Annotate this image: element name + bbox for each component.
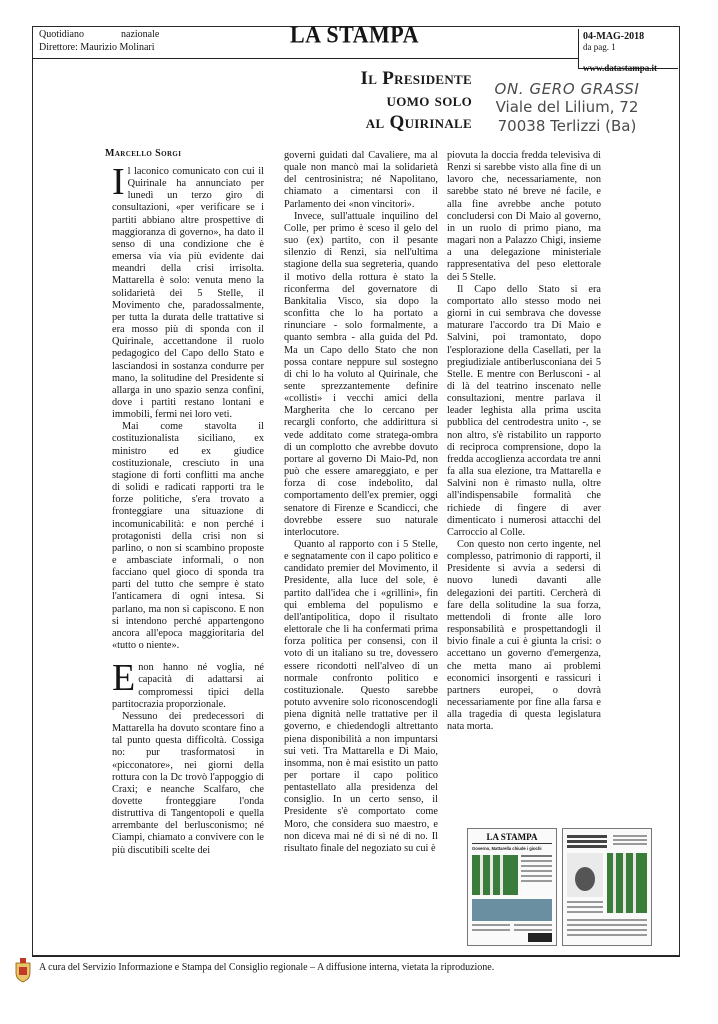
paragraph (112, 166, 264, 421)
paragraph-text: l laconico comunicato con cui il Quirinale ha annunciato per lunedì un terzo giro di consultazioni, «per verificare se i partiti abbiano altre prospettive di maggioranza di governo», ha dato il senso di una condizione che è emersa via via più evidente dai meandri della crisi irrisolta. Mattarella è solo: venuta meno la solidarietà dei 5 Stelle, il Movimento che, paradossalmente, per tutta la durata delle trattative si era mosso più di sponda con il Quirinale, accettandone il ruolo pedagogico del Capo dello Stato e lasciandosi in sostanza condurre per mano, la solitudine del Presidente si allarga in uno spazio senza confini, dove i partiti restano lontani e immobili, fermi nei loro veti. (112, 166, 264, 421)
paragraph: Mai come stavolta il costituzionalista siciliano, ex ministro ed ex giudice costituzionale, cresciuto in una stagione di forti conflitti ma anche di solidi e radicati rapporti tra le forze politiche, s'era trovato a fronteggiare una situazione di incomunicabilità: e non perché i protagonisti della crisi non si parlino, o non si scambino proposte e ambasciate informali, o non facciano quel gioco di sponda tra parti del tutto che sempre è stato l'anticamera di ogni intesa. Si parlano, ma non si capiscono. E non si intendono perché appartengono ancora all'epoca maggioritaria del «tutto o niente». (112, 421, 264, 652)
front-page-thumbnail-image (468, 829, 556, 945)
article-column-2 (284, 150, 438, 940)
title-line-1: Il Presidente (360, 68, 472, 89)
date-box (578, 29, 678, 73)
paragraph: Con questo non certo ingente, nel complesso, patrimonio di rapporti, il Presidente si avvia a sedersi di nuovo lunedì davanti alle delegazioni dei partiti. Cercherà di fare della solitudine la sua forza, mettendoli di fronte alle loro responsabilità e prospettandogli il bivio finale a cui è giunta la crisi: o accettano un governo d'emergenza, che metta mano ai problemi economici insorgenti e rassicuri i partners europei, o dovrà necessariamente por fine alla farsa e alla tragedia di questa legislatura nata morta. (447, 539, 601, 733)
article-page-thumbnail[interactable] (562, 828, 652, 946)
paragraph: Nessuno dei predecessori di Mattarella ha dovuto scontare fino a tal punto questa difficoltà. Cossiga no: pur trasformatosi in «picconatore», nei giorni della rottura con la Dc trovò l'appoggio di Craxi; e neanche Scalfaro, che dovette fronteggiare l'onda distruttiva di Tangentopoli e quella arrembante del berlusconismo; né Ciampi, chiamato a convivere con le più discutibili scelte dei (112, 710, 264, 856)
author-byline: Marcello Sorgi (105, 148, 182, 159)
article-column-1 (112, 166, 264, 938)
article-page-thumbnail-image (563, 829, 651, 945)
paragraph-text: non hanno né voglia, né capacità di adattarsi ai compromessi tipici della partitocrazia proporzionale. (112, 662, 264, 710)
page-reference: da pag. 1 (583, 42, 616, 52)
masthead: LA STAMPA (290, 20, 419, 48)
footer-divider (32, 956, 680, 957)
paragraph (112, 657, 264, 711)
paragraph: governi guidati dal Cavaliere, ma al quale non mancò mai la solidarietà del centrosinistra; né Napolitano, chiamato a cimentarsi con il Parlamento dei «non vincitori». (284, 150, 438, 210)
drop-cap: I (112, 166, 125, 203)
publication-date: 04-MAG-2018 (583, 31, 645, 42)
paragraph: Quanto al rapporto con i 5 Stelle, e segnatamente con il capo politico e candidato premier del Movimento, il Presidente, alla luce del sole, è partito dall'idea che i «grillini», fin qui emblema del populismo e dell'antipolitica, dopo il risultato elettorale che li ha confermati prima forza politica per consensi, con il voto di un italiano su tre, dovessero essere ricondotti nell'alveo di un normale confronto politico e costituzionale. Questo sarebbe potuto avvenire solo riconoscendogli piena dignità nelle trattative per il governo, e chiedendogli altrettanto piena disponibilità a non impuntarsi sui veti. Tra Mattarella e Di Maio, insomma, non è mai esistito un patto per portare il capo politico pentastellato alla presidenza del consiglio. In un certo senso, il Presidente s'è comportato come Moro, che considera suo maestro, e non diceva mai né di sì né di no. Il risultato finale del negoziato su cui è (284, 539, 438, 854)
article-column-3 (447, 150, 601, 790)
publication-type: Quotidiano (39, 29, 84, 40)
website-link[interactable]: www.datastampa.it (583, 63, 658, 73)
region-crest-icon (14, 957, 32, 983)
footer-note: A cura del Servizio Informazione e Stampa del Consiglio regionale – A diffusione interna, vietata la riproduzione. (39, 962, 495, 973)
thumbnail-headline: Governo, Mattarella chiude i giochi (472, 846, 542, 851)
publication-scope: nazionale (121, 29, 160, 40)
thumbnail-masthead: LA STAMPA (486, 832, 538, 842)
address-stamp (487, 80, 647, 136)
title-line-3: al Quirinale (365, 112, 472, 133)
header-divider (32, 58, 578, 59)
title-line-2: uomo solo (386, 90, 472, 111)
paragraph: Invece, sull'attuale inquilino del Colle, per primo è sceso il gelo del suo (ex) partito, con il pesante silenzio di Renzi, sia nell'ultima stagione della sua segreteria, quando il motivo della rottura è stato la riconferma del governatore di Bankitalia Visco, sia dopo la sconfitta che lo ha portato a rinunciare - solo formalmente, a quanto sembra - alla guida del Pd. Ma un Capo dello Stato che non possa contare neppure sul sostegno di chi lo ha voluto al Quirinale, che sente sprezzantemente definire «collisti» i vecchi amici della Margherita che lo cercano per recargli conforto, che addirittura si vede additato come strategа-ombra di un complotto che avrebbe dovuto portare al governo Di Maio-Pd, non può che essere amareggiato, e per forza di cose indebolito, dal comportamento dell'ex premier, oggi senatore di Firenze e Scandicci, che dovrebbe essere suo naturale interlocutore. (284, 210, 438, 538)
stamp-city: 70038 Terlizzi (Ba) (497, 117, 637, 135)
stamp-name: ON. GERO GRASSI (494, 80, 640, 98)
publication-info (39, 28, 159, 54)
drop-cap: E (112, 657, 136, 700)
article-title (292, 68, 472, 134)
stamp-street: Viale del Lilium, 72 (495, 98, 639, 116)
paragraph: piovuta la doccia fredda televisiva di Renzi si sarebbe visto alla fine di un lavoro che, necessariamente, non sarebbe stato né breve né facile, e alla fine avrebbe anche potuto concludersi con Di Maio al governo, in un ruolo di primo piano, ma magari non a Palazzo Chigi, insieme a una delegazione ministeriale rappresentativa del peso elettorale dei 5 Stelle. (447, 150, 601, 283)
front-page-thumbnail[interactable] (467, 828, 557, 946)
editor-line: Direttore: Maurizio Molinari (39, 42, 155, 53)
paragraph: Il Capo dello Stato si era comportato allo stesso modo nei giorni in cui sembrava che dovesse maturare l'accordo tra Di Maio e Salvini, poi tramontato, dopo l'esplorazione della Casellati, per la pregiudiziale antiberlusconiana dei 5 Stelle. E mentre con Berlusconi - al di là del teatrino inscenato nelle consultazioni, mentre parlava il leader leghista alla prima uscita pubblica del centrodestra unito -, se non altro, s'è ristabilito un rapporto di reciproca comprensione, dopo la fredda accoglienza accordata tre anni fa alla sua elezione, tra Mattarella e Salvini non è rimasto nulla, oltre all'indispensabile formalità che richiede di fingere di aver dimenticato i numerosi attacchi del Carroccio al Colle. (447, 283, 601, 538)
